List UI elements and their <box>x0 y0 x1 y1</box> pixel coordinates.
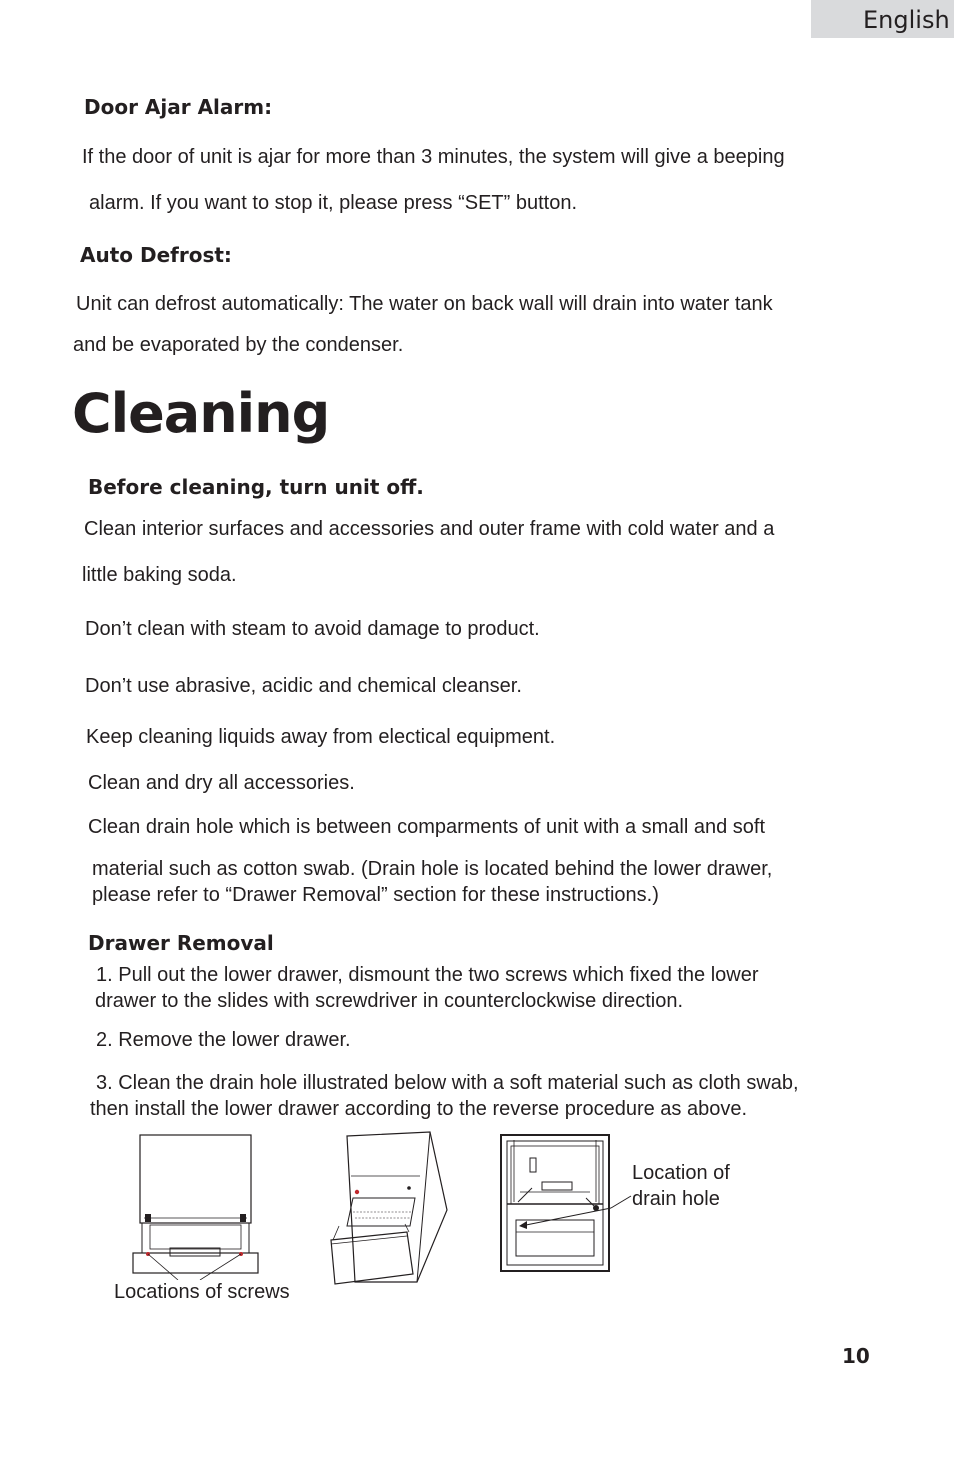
drawer-removal-heading: Drawer Removal <box>88 931 274 955</box>
cleaning-p4: Keep cleaning liquids away from electical equipment. <box>86 726 556 748</box>
drawer-step1-line1: 1. Pull out the lower drawer, dismount the two screws which fixed the lower <box>96 964 759 986</box>
door-ajar-text-line2: alarm. If you want to stop it, please press “SET” button. <box>89 192 577 214</box>
door-ajar-text-line1: If the door of unit is ajar for more than 3 minutes, the system will give a beeping <box>82 146 785 168</box>
cleaning-p1-line2: little baking soda. <box>82 564 237 586</box>
drawer-open-illustration <box>325 1128 450 1288</box>
drain-caption-line1: Location of <box>632 1162 730 1184</box>
auto-defrost-heading: Auto Defrost: <box>80 243 232 267</box>
drawer-step2: 2. Remove the lower drawer. <box>96 1029 351 1051</box>
screws-illustration <box>130 1130 260 1280</box>
door-ajar-heading: Door Ajar Alarm: <box>84 95 273 119</box>
drawer-step1-line2: drawer to the slides with screwdriver in counterclockwise direction. <box>95 990 684 1012</box>
cleaning-p1-line1: Clean interior surfaces and accessories and outer frame with cold water and a <box>84 518 775 540</box>
drawer-step3-line2: then install the lower drawer according to the reverse procedure as above. <box>90 1098 748 1120</box>
language-tab <box>811 0 954 38</box>
cleaning-p2: Don’t clean with steam to avoid damage to product. <box>85 618 540 640</box>
cleaning-p3: Don’t use abrasive, acidic and chemical cleanser. <box>85 675 522 697</box>
auto-defrost-text-line1: Unit can defrost automatically: The water on back wall will drain into water tank <box>76 293 773 315</box>
cleaning-p6-line1: Clean drain hole which is between comparments of unit with a small and soft <box>88 816 766 838</box>
language-label: English <box>863 6 950 34</box>
screws-caption: Locations of screws <box>114 1281 290 1303</box>
auto-defrost-text-line2: and be evaporated by the condenser. <box>73 334 404 356</box>
cleaning-p5: Clean and dry all accessories. <box>88 772 355 794</box>
cleaning-p6-line2: material such as cotton swab. (Drain hole is located behind the lower drawer, <box>92 858 773 880</box>
drawer-step3-line1: 3. Clean the drain hole illustrated below with a soft material such as cloth swab, <box>96 1072 799 1094</box>
cleaning-p6-line3: please refer to “Drawer Removal” section for these instructions.) <box>92 884 659 906</box>
drain-hole-pointer <box>515 1188 635 1233</box>
cleaning-subheading: Before cleaning, turn unit off. <box>88 475 424 499</box>
cleaning-title: Cleaning <box>72 382 330 445</box>
page-number: 10 <box>842 1344 870 1368</box>
drain-caption-line2: drain hole <box>632 1188 720 1210</box>
